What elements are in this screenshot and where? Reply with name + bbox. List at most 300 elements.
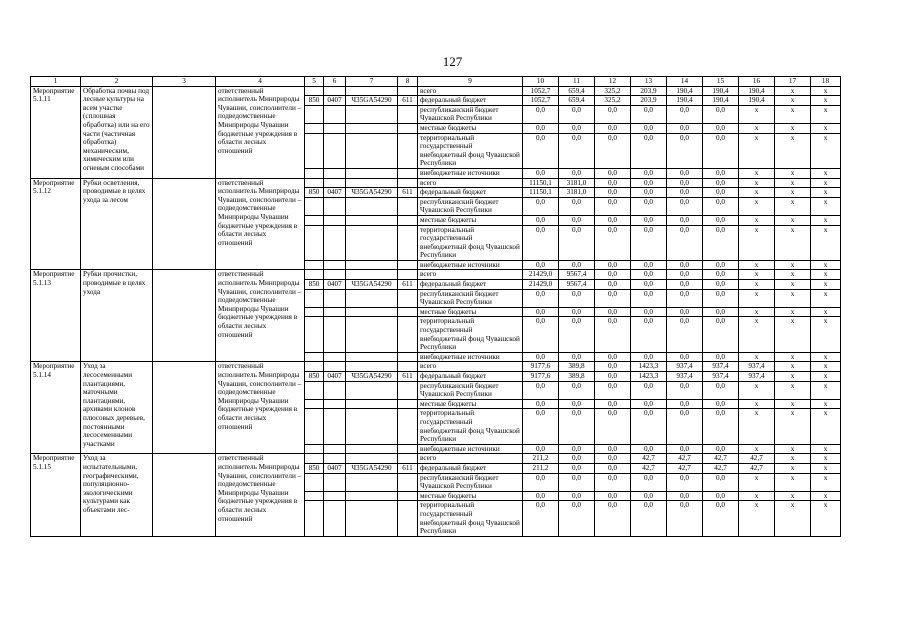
budget-code-c6: 0407 bbox=[324, 96, 346, 106]
funding-source: федеральный бюджет bbox=[418, 280, 523, 290]
value-cell: x bbox=[811, 454, 841, 464]
value-cell: 0,0 bbox=[667, 168, 703, 178]
value-cell: x bbox=[811, 399, 841, 409]
value-cell: x bbox=[775, 372, 811, 382]
budget-code-c6 bbox=[324, 105, 346, 123]
budget-code-c5 bbox=[305, 260, 324, 270]
value-cell: 0,0 bbox=[703, 491, 739, 501]
budget-code-c7 bbox=[346, 352, 398, 362]
event-number: Мероприятие 5.1.11 bbox=[31, 86, 81, 178]
value-cell: 0,0 bbox=[703, 225, 739, 260]
value-cell: 0,0 bbox=[595, 473, 631, 491]
value-cell: 937,4 bbox=[739, 362, 775, 372]
value-cell: 0,0 bbox=[667, 105, 703, 123]
value-cell: 0,0 bbox=[667, 307, 703, 317]
budget-code-c7 bbox=[346, 473, 398, 491]
value-cell: 0,0 bbox=[523, 444, 559, 454]
budget-code-c8 bbox=[398, 352, 418, 362]
value-cell: x bbox=[775, 352, 811, 362]
executor-cell: ответственный исполнитель Минприроды Чувашии, соисполнители – подведомственные Минприроды Чувашии бюджетные учреждения в области лесных отношений bbox=[216, 178, 305, 270]
value-cell: 0,0 bbox=[667, 444, 703, 454]
value-cell: 0,0 bbox=[595, 188, 631, 198]
executor-cell: ответственный исполнитель Минприроды Чувашии, соисполнители – подведомственные Минприроды Чувашии бюджетные учреждения в области лесных отношений bbox=[216, 270, 305, 362]
budget-code-c5 bbox=[305, 399, 324, 409]
funding-source: федеральный бюджет bbox=[418, 96, 523, 106]
value-cell: 0,0 bbox=[631, 317, 667, 352]
value-cell: 0,0 bbox=[595, 280, 631, 290]
value-cell: 0,0 bbox=[667, 197, 703, 215]
value-cell: x bbox=[811, 188, 841, 198]
value-cell: 0,0 bbox=[703, 444, 739, 454]
value-cell: 0,0 bbox=[631, 352, 667, 362]
header-row bbox=[31, 77, 841, 87]
value-cell: 0,0 bbox=[703, 317, 739, 352]
value-cell: x bbox=[739, 491, 775, 501]
value-cell: 659,4 bbox=[559, 96, 595, 106]
value-cell: x bbox=[811, 362, 841, 372]
value-cell: 0,0 bbox=[631, 105, 667, 123]
value-cell: x bbox=[739, 260, 775, 270]
value-cell: 0,0 bbox=[559, 454, 595, 464]
budget-code-c8: 611 bbox=[398, 96, 418, 106]
budget-code-c5: 850 bbox=[305, 372, 324, 382]
funding-source: федеральный бюджет bbox=[418, 188, 523, 198]
column-header-13: 13 bbox=[631, 77, 667, 87]
funding-source: внебюджетные источники bbox=[418, 444, 523, 454]
value-cell: 42,7 bbox=[703, 454, 739, 464]
budget-code-c7 bbox=[346, 168, 398, 178]
budget-code-c6 bbox=[324, 197, 346, 215]
value-cell: 0,0 bbox=[631, 399, 667, 409]
value-cell: 42,7 bbox=[631, 463, 667, 473]
budget-code-c6: 0407 bbox=[324, 188, 346, 198]
value-cell: 190,4 bbox=[667, 86, 703, 96]
value-cell: x bbox=[739, 280, 775, 290]
column-header-1: 1 bbox=[31, 77, 81, 87]
budget-code-c7 bbox=[346, 133, 398, 168]
value-cell: 0,0 bbox=[595, 491, 631, 501]
value-cell: 0,0 bbox=[595, 270, 631, 280]
value-cell: 0,0 bbox=[523, 381, 559, 399]
budget-code-c8 bbox=[398, 399, 418, 409]
value-cell: x bbox=[811, 133, 841, 168]
budget-code-c8 bbox=[398, 260, 418, 270]
value-cell: x bbox=[811, 444, 841, 454]
value-cell: 389,8 bbox=[559, 372, 595, 382]
funding-source: внебюджетные источники bbox=[418, 168, 523, 178]
value-cell: 0,0 bbox=[595, 105, 631, 123]
column-header-11: 11 bbox=[559, 77, 595, 87]
budget-code-c6 bbox=[324, 270, 346, 280]
value-cell: 0,0 bbox=[559, 399, 595, 409]
value-cell: x bbox=[811, 197, 841, 215]
budget-code-c8: 611 bbox=[398, 188, 418, 198]
budget-code-c6 bbox=[324, 260, 346, 270]
value-cell: x bbox=[739, 270, 775, 280]
budget-code-c7 bbox=[346, 123, 398, 133]
value-cell: 937,4 bbox=[739, 372, 775, 382]
budget-code-c6 bbox=[324, 409, 346, 444]
value-cell: 0,0 bbox=[703, 197, 739, 215]
value-cell: 190,4 bbox=[703, 86, 739, 96]
value-cell: 0,0 bbox=[559, 491, 595, 501]
budget-code-c8 bbox=[398, 501, 418, 536]
value-cell: 0,0 bbox=[523, 168, 559, 178]
value-cell: x bbox=[775, 501, 811, 536]
value-cell: 190,4 bbox=[667, 96, 703, 106]
budget-code-c8 bbox=[398, 178, 418, 188]
value-cell: 0,0 bbox=[631, 289, 667, 307]
budget-code-c7: Ч35GA54290 bbox=[346, 96, 398, 106]
budget-code-c7 bbox=[346, 215, 398, 225]
value-cell: 0,0 bbox=[703, 188, 739, 198]
value-cell: 0,0 bbox=[559, 409, 595, 444]
value-cell: x bbox=[739, 215, 775, 225]
value-cell: 9177,6 bbox=[523, 362, 559, 372]
value-cell: x bbox=[775, 188, 811, 198]
budget-code-c5 bbox=[305, 501, 324, 536]
value-cell: 42,7 bbox=[631, 454, 667, 464]
budget-code-c7 bbox=[346, 454, 398, 464]
value-cell: x bbox=[811, 280, 841, 290]
value-cell: 0,0 bbox=[595, 289, 631, 307]
value-cell: 0,0 bbox=[559, 501, 595, 536]
value-cell: 0,0 bbox=[559, 352, 595, 362]
value-cell: 0,0 bbox=[667, 473, 703, 491]
table-row bbox=[31, 454, 841, 464]
value-cell: 0,0 bbox=[667, 270, 703, 280]
value-cell: 0,0 bbox=[631, 270, 667, 280]
column-header-2: 2 bbox=[81, 77, 153, 87]
value-cell: x bbox=[739, 133, 775, 168]
value-cell: x bbox=[775, 289, 811, 307]
value-cell: x bbox=[739, 225, 775, 260]
value-cell: 211,2 bbox=[523, 463, 559, 473]
table-row bbox=[31, 86, 841, 96]
value-cell: x bbox=[739, 352, 775, 362]
value-cell: 0,0 bbox=[559, 463, 595, 473]
value-cell: 203,9 bbox=[631, 96, 667, 106]
value-cell: 0,0 bbox=[523, 307, 559, 317]
value-cell: 0,0 bbox=[667, 123, 703, 133]
value-cell: x bbox=[739, 123, 775, 133]
funding-source: местные бюджеты bbox=[418, 399, 523, 409]
value-cell: 0,0 bbox=[667, 381, 703, 399]
value-cell: 0,0 bbox=[703, 409, 739, 444]
value-cell: 0,0 bbox=[595, 178, 631, 188]
budget-code-c5 bbox=[305, 270, 324, 280]
value-cell: 0,0 bbox=[631, 501, 667, 536]
value-cell: 0,0 bbox=[631, 260, 667, 270]
value-cell: x bbox=[775, 86, 811, 96]
value-cell: 0,0 bbox=[595, 307, 631, 317]
value-cell: 0,0 bbox=[703, 168, 739, 178]
value-cell: 937,4 bbox=[667, 372, 703, 382]
value-cell: 0,0 bbox=[667, 188, 703, 198]
budget-code-c8 bbox=[398, 307, 418, 317]
budget-code-c5 bbox=[305, 409, 324, 444]
value-cell: x bbox=[811, 352, 841, 362]
budget-code-c6 bbox=[324, 454, 346, 464]
budget-code-c8 bbox=[398, 473, 418, 491]
table-row bbox=[31, 178, 841, 188]
value-cell: 0,0 bbox=[559, 444, 595, 454]
value-cell: 0,0 bbox=[559, 168, 595, 178]
budget-table bbox=[30, 76, 841, 537]
value-cell: 0,0 bbox=[523, 317, 559, 352]
budget-code-c7 bbox=[346, 399, 398, 409]
value-cell: 0,0 bbox=[559, 260, 595, 270]
budget-code-c5: 850 bbox=[305, 188, 324, 198]
value-cell: 0,0 bbox=[559, 215, 595, 225]
value-cell: 42,7 bbox=[667, 454, 703, 464]
value-cell: 325,2 bbox=[595, 86, 631, 96]
budget-code-c8: 611 bbox=[398, 280, 418, 290]
value-cell: 0,0 bbox=[559, 317, 595, 352]
value-cell: 0,0 bbox=[631, 381, 667, 399]
value-cell: 0,0 bbox=[523, 399, 559, 409]
value-cell: x bbox=[739, 168, 775, 178]
budget-code-c5 bbox=[305, 491, 324, 501]
value-cell: x bbox=[811, 86, 841, 96]
value-cell: 0,0 bbox=[631, 197, 667, 215]
value-cell: x bbox=[739, 197, 775, 215]
value-cell: 0,0 bbox=[631, 178, 667, 188]
value-cell: 0,0 bbox=[559, 473, 595, 491]
executor-cell: ответственный исполнитель Минприроды Чувашии, соисполнители – подведомственные Минприроды Чувашии бюджетные учреждения в области лесных отношений bbox=[216, 362, 305, 454]
budget-code-c7: Ч35GA54290 bbox=[346, 372, 398, 382]
value-cell: 3181,0 bbox=[559, 178, 595, 188]
value-cell: 0,0 bbox=[667, 133, 703, 168]
value-cell: 0,0 bbox=[559, 381, 595, 399]
value-cell: 0,0 bbox=[523, 123, 559, 133]
funding-source: территориальный государственный внебюджетный фонд Чувашской Республики bbox=[418, 409, 523, 444]
funding-source: всего bbox=[418, 362, 523, 372]
budget-code-c7: Ч35GA54290 bbox=[346, 188, 398, 198]
value-cell: x bbox=[811, 105, 841, 123]
value-cell: 42,7 bbox=[739, 463, 775, 473]
value-cell: 0,0 bbox=[703, 501, 739, 536]
value-cell: 9567,4 bbox=[559, 270, 595, 280]
budget-code-c6 bbox=[324, 168, 346, 178]
value-cell: x bbox=[811, 270, 841, 280]
value-cell: 0,0 bbox=[667, 260, 703, 270]
funding-source: федеральный бюджет bbox=[418, 463, 523, 473]
budget-code-c5: 850 bbox=[305, 96, 324, 106]
column-header-4: 4 bbox=[216, 77, 305, 87]
budget-code-c5 bbox=[305, 362, 324, 372]
value-cell: x bbox=[811, 260, 841, 270]
value-cell: x bbox=[811, 178, 841, 188]
budget-code-c8 bbox=[398, 215, 418, 225]
budget-code-c5: 850 bbox=[305, 280, 324, 290]
budget-code-c6 bbox=[324, 123, 346, 133]
value-cell: x bbox=[811, 225, 841, 260]
budget-code-c5 bbox=[305, 178, 324, 188]
value-cell: x bbox=[775, 270, 811, 280]
value-cell: 0,0 bbox=[631, 188, 667, 198]
funding-source: республиканский бюджет Чувашской Республики bbox=[418, 381, 523, 399]
budget-code-c6 bbox=[324, 307, 346, 317]
value-cell: 0,0 bbox=[595, 260, 631, 270]
funding-source: республиканский бюджет Чувашской Республики bbox=[418, 105, 523, 123]
value-cell: x bbox=[739, 381, 775, 399]
funding-source: республиканский бюджет Чувашской Республики bbox=[418, 197, 523, 215]
value-cell: 0,0 bbox=[631, 123, 667, 133]
budget-code-c5 bbox=[305, 215, 324, 225]
value-cell: 203,9 bbox=[631, 86, 667, 96]
budget-code-c8 bbox=[398, 197, 418, 215]
budget-code-c5 bbox=[305, 454, 324, 464]
budget-code-c7 bbox=[346, 444, 398, 454]
value-cell: 0,0 bbox=[595, 444, 631, 454]
value-cell: 190,4 bbox=[739, 96, 775, 106]
budget-code-c8 bbox=[398, 86, 418, 96]
value-cell: 1423,3 bbox=[631, 362, 667, 372]
value-cell: x bbox=[739, 473, 775, 491]
value-cell: x bbox=[811, 215, 841, 225]
value-cell: 0,0 bbox=[631, 473, 667, 491]
value-cell: x bbox=[811, 307, 841, 317]
value-cell: 0,0 bbox=[631, 307, 667, 317]
value-cell: x bbox=[739, 105, 775, 123]
budget-code-c8 bbox=[398, 270, 418, 280]
budget-code-c5 bbox=[305, 307, 324, 317]
budget-code-c6 bbox=[324, 215, 346, 225]
budget-code-c7 bbox=[346, 409, 398, 444]
value-cell: 0,0 bbox=[595, 381, 631, 399]
value-cell: 9567,4 bbox=[559, 280, 595, 290]
budget-code-c6 bbox=[324, 473, 346, 491]
column-header-16: 16 bbox=[739, 77, 775, 87]
value-cell: 0,0 bbox=[703, 133, 739, 168]
value-cell: x bbox=[775, 168, 811, 178]
value-cell: x bbox=[811, 317, 841, 352]
budget-code-c6 bbox=[324, 352, 346, 362]
value-cell: 0,0 bbox=[595, 352, 631, 362]
funding-source: республиканский бюджет Чувашской Республики bbox=[418, 473, 523, 491]
value-cell: 0,0 bbox=[595, 463, 631, 473]
value-cell: x bbox=[775, 215, 811, 225]
value-cell: x bbox=[739, 409, 775, 444]
value-cell: 0,0 bbox=[595, 123, 631, 133]
value-cell: 0,0 bbox=[523, 260, 559, 270]
value-cell: 0,0 bbox=[559, 133, 595, 168]
value-cell: 937,4 bbox=[703, 362, 739, 372]
value-cell: 0,0 bbox=[595, 215, 631, 225]
value-cell: x bbox=[739, 289, 775, 307]
empty-cell bbox=[153, 178, 216, 270]
budget-code-c5 bbox=[305, 317, 324, 352]
funding-source: всего bbox=[418, 270, 523, 280]
value-cell: 0,0 bbox=[667, 399, 703, 409]
value-cell: 0,0 bbox=[559, 307, 595, 317]
budget-code-c7: Ч35GA54290 bbox=[346, 280, 398, 290]
value-cell: 190,4 bbox=[703, 96, 739, 106]
value-cell: x bbox=[775, 105, 811, 123]
value-cell: 0,0 bbox=[595, 409, 631, 444]
empty-cell bbox=[153, 454, 216, 536]
event-number: Мероприятие 5.1.13 bbox=[31, 270, 81, 362]
budget-code-c5 bbox=[305, 168, 324, 178]
budget-code-c5 bbox=[305, 123, 324, 133]
budget-code-c5 bbox=[305, 289, 324, 307]
value-cell: 0,0 bbox=[595, 133, 631, 168]
column-header-9: 9 bbox=[418, 77, 523, 87]
column-header-10: 10 bbox=[523, 77, 559, 87]
value-cell: 0,0 bbox=[595, 454, 631, 464]
value-cell: 0,0 bbox=[703, 381, 739, 399]
budget-code-c8 bbox=[398, 168, 418, 178]
budget-code-c6 bbox=[324, 86, 346, 96]
budget-code-c6 bbox=[324, 444, 346, 454]
event-title: Рубки осветления, проводимые в целях ухода за лесом bbox=[81, 178, 153, 270]
value-cell: 0,0 bbox=[667, 280, 703, 290]
value-cell: 0,0 bbox=[523, 501, 559, 536]
budget-code-c6 bbox=[324, 225, 346, 260]
value-cell: x bbox=[775, 123, 811, 133]
value-cell: 0,0 bbox=[559, 225, 595, 260]
column-header-15: 15 bbox=[703, 77, 739, 87]
value-cell: 0,0 bbox=[559, 289, 595, 307]
budget-code-c6: 0407 bbox=[324, 463, 346, 473]
budget-code-c7 bbox=[346, 289, 398, 307]
value-cell: 42,7 bbox=[667, 463, 703, 473]
value-cell: 21429,0 bbox=[523, 280, 559, 290]
value-cell: x bbox=[739, 188, 775, 198]
value-cell: 0,0 bbox=[595, 362, 631, 372]
value-cell: 0,0 bbox=[667, 289, 703, 307]
budget-code-c8 bbox=[398, 317, 418, 352]
budget-code-c6 bbox=[324, 491, 346, 501]
budget-code-c8: 611 bbox=[398, 372, 418, 382]
value-cell: 190,4 bbox=[739, 86, 775, 96]
budget-code-c8 bbox=[398, 105, 418, 123]
value-cell: 0,0 bbox=[703, 270, 739, 280]
budget-code-c8 bbox=[398, 362, 418, 372]
budget-code-c8 bbox=[398, 454, 418, 464]
value-cell: 0,0 bbox=[667, 501, 703, 536]
value-cell: x bbox=[811, 501, 841, 536]
funding-source: территориальный государственный внебюджетный фонд Чувашской Республики bbox=[418, 225, 523, 260]
value-cell: 0,0 bbox=[523, 133, 559, 168]
value-cell: 0,0 bbox=[595, 399, 631, 409]
budget-code-c7: Ч35GA54290 bbox=[346, 463, 398, 473]
value-cell: x bbox=[775, 473, 811, 491]
budget-code-c5 bbox=[305, 444, 324, 454]
funding-source: местные бюджеты bbox=[418, 215, 523, 225]
value-cell: x bbox=[739, 444, 775, 454]
funding-source: территориальный государственный внебюджетный фонд Чувашской Республики bbox=[418, 501, 523, 536]
column-header-7: 7 bbox=[346, 77, 398, 87]
value-cell: x bbox=[775, 307, 811, 317]
event-number: Мероприятие 5.1.14 bbox=[31, 362, 81, 454]
value-cell: 1052,7 bbox=[523, 96, 559, 106]
value-cell: x bbox=[811, 123, 841, 133]
column-header-3: 3 bbox=[153, 77, 216, 87]
value-cell: 0,0 bbox=[667, 317, 703, 352]
budget-code-c5 bbox=[305, 133, 324, 168]
budget-code-c7 bbox=[346, 501, 398, 536]
empty-cell bbox=[153, 362, 216, 454]
budget-code-c8 bbox=[398, 491, 418, 501]
budget-code-c8 bbox=[398, 133, 418, 168]
funding-source: всего bbox=[418, 86, 523, 96]
value-cell: 325,2 bbox=[595, 96, 631, 106]
budget-code-c7 bbox=[346, 178, 398, 188]
funding-source: территориальный государственный внебюджетный фонд Чувашской Республики bbox=[418, 317, 523, 352]
budget-code-c6 bbox=[324, 362, 346, 372]
